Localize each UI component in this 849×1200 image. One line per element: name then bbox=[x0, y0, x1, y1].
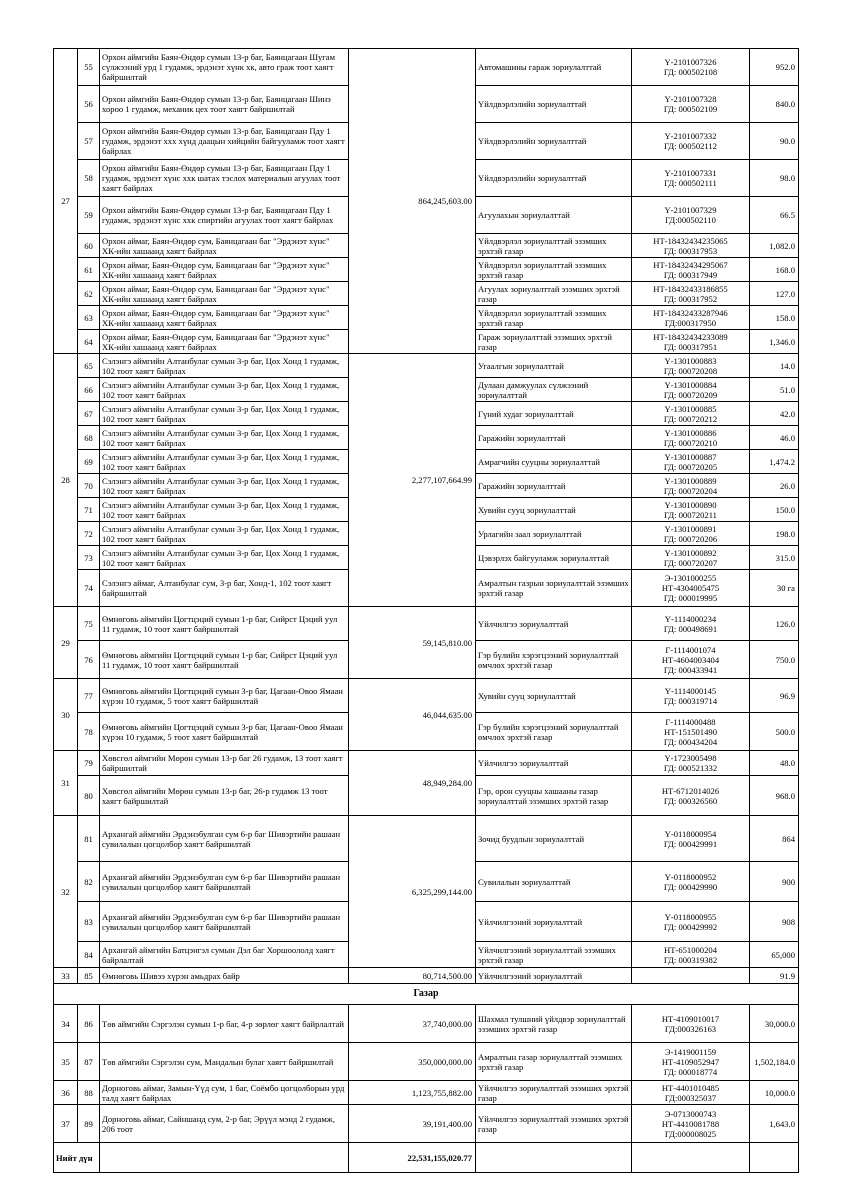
item-purpose: Үйлчилгээ зориулалттай эзэмших эрхтэй газар bbox=[476, 1081, 632, 1105]
item-address: Архангай аймгийн Эрдэнэбулган сум 6-р баг Шивэртийн рашаан сувилалын цогцолбор хаягт байршилтай bbox=[100, 862, 349, 902]
item-purpose: Үйлчилгээ зориулалттай bbox=[476, 751, 632, 776]
item-area: 42.0 bbox=[750, 402, 799, 426]
item-purpose: Үйлдвэрлэл зориулалттай эзэмших эрхтэй газар bbox=[476, 306, 632, 330]
item-area: 14.0 bbox=[750, 354, 799, 378]
item-address: Орхон аймаг, Баян-Өндөр сум, Баянцагаан баг "Эрдэнэт хүнс" ХК-ийн хашаанд хаягт байрлах bbox=[100, 234, 349, 258]
item-certificate: Ү-2101007332 ГД: 000502112 bbox=[632, 123, 750, 160]
item-purpose: Үйлчилгээ зориулалттай bbox=[476, 607, 632, 641]
item-certificate: Ү-1301000890 ГД: 000720211 bbox=[632, 498, 750, 522]
item-purpose: Гүний худаг зориулалттай bbox=[476, 402, 632, 426]
item-certificate: НТ-4401010485 ГД:000325037 bbox=[632, 1081, 750, 1105]
item-area: 168.0 bbox=[750, 258, 799, 282]
item-purpose: Урлагийн заал зориулалттай bbox=[476, 522, 632, 546]
item-address: Сэлэнгэ аймгийн Алтанбулаг сумын 3-р баг, Цөх Хонд 1 гудамж, 102 тоот хаягт байрлах bbox=[100, 402, 349, 426]
item-purpose: Үйлдвэрлэлийн зориулалттай bbox=[476, 86, 632, 123]
item-area: 65,000 bbox=[750, 942, 799, 968]
item-purpose: Амралтын газар зориулалттай эзэмших эрхтэй газар bbox=[476, 1043, 632, 1081]
item-number: 60 bbox=[78, 234, 100, 258]
item-address: Орхон аймгийн Баян-Өндөр сумын 13-р баг, Баянцагаан Шинэ хороо 1 гудамж, механик цех тоот хаягт байршилтай bbox=[100, 86, 349, 123]
item-address: Дорноговь аймаг, Сайншанд сум, 2-р баг, Эрүүл мэнд 2 гудамж, 206 тоот bbox=[100, 1105, 349, 1143]
item-area: 315.0 bbox=[750, 546, 799, 570]
item-address: Архангай аймгийн Эрдэнэбулган сум 6-р баг Шивэртийн рашаан сувилалын цогцолбор хаягт байршилтай bbox=[100, 816, 349, 862]
item-certificate: Ү-2101007331 ГД: 000502111 bbox=[632, 160, 750, 197]
item-certificate: НТ-18432433186855 ГД: 000317952 bbox=[632, 282, 750, 306]
item-certificate: НТ-6712014026 ГД: 000326560 bbox=[632, 776, 750, 816]
item-area: 30 га bbox=[750, 570, 799, 607]
group-total-value: 39,191,400.00 bbox=[349, 1105, 476, 1143]
item-address: Орхон аймгийн Баян-Өндөр сумын 13-р баг, Баянцагаан Пду 1 гудамж, эрдэнэт ххх хүнд даацын хийцийн байгууламж тоот хаягт байрлах bbox=[100, 123, 349, 160]
item-purpose: Үйлчилгээний зориулалттай bbox=[476, 902, 632, 942]
item-number: 57 bbox=[78, 123, 100, 160]
item-area: 1,082.0 bbox=[750, 234, 799, 258]
item-area: 26.0 bbox=[750, 474, 799, 498]
item-area: 864 bbox=[750, 816, 799, 862]
item-certificate: Ү-0118000952 ГД: 000429990 bbox=[632, 862, 750, 902]
item-number: 73 bbox=[78, 546, 100, 570]
item-number: 80 bbox=[78, 776, 100, 816]
item-number: 62 bbox=[78, 282, 100, 306]
empty-cell bbox=[632, 1143, 750, 1173]
group-total-value: 37,740,000.00 bbox=[349, 1005, 476, 1043]
table-row bbox=[54, 751, 799, 776]
item-area: 968.0 bbox=[750, 776, 799, 816]
item-address: Орхон аймгийн Баян-Өндөр сумын 13-р баг, Баянцагаан Шугам сүлжээний урд 1 гудамж, эрдэнэт хүнк хк, авто граж тоот хаягт байршилтай bbox=[100, 49, 349, 86]
item-purpose: Гараж зориулалттай эзэмших эрхтэй газар bbox=[476, 330, 632, 354]
item-address: Өмнөговь аймгийн Цогтцэций сумын 1-р баг, Сийрст Цэций уул 11 гудамж, 10 тоот хаягт байршилтай bbox=[100, 641, 349, 679]
item-certificate: Ү-1301000883 ГД: 000720208 bbox=[632, 354, 750, 378]
item-certificate: НТ-18432433287946 ГД:000317950 bbox=[632, 306, 750, 330]
item-purpose: Цэвэрлэх байгууламж зориулалттай bbox=[476, 546, 632, 570]
item-number: 56 bbox=[78, 86, 100, 123]
item-number: 78 bbox=[78, 713, 100, 751]
item-number: 88 bbox=[78, 1081, 100, 1105]
item-area: 750.0 bbox=[750, 641, 799, 679]
item-certificate: Ү-1301000886 ГД: 000720210 bbox=[632, 426, 750, 450]
item-number: 55 bbox=[78, 49, 100, 86]
item-area: 1,643.0 bbox=[750, 1105, 799, 1143]
item-certificate: Г-1114000488 НТ-151501490 ГД: 000434204 bbox=[632, 713, 750, 751]
item-certificate: Ү-1301000891 ГД: 000720206 bbox=[632, 522, 750, 546]
item-purpose: Гаражийн зориулалттай bbox=[476, 426, 632, 450]
table-row bbox=[54, 49, 799, 86]
item-address: Орхон аймаг, Баян-Өндөр сум, Баянцагаан баг "Эрдэнэт хүнс" ХК-ийн хашаанд хаягт байрлах bbox=[100, 258, 349, 282]
item-area: 30,000.0 bbox=[750, 1005, 799, 1043]
item-area: 952.0 bbox=[750, 49, 799, 86]
item-certificate: Ү-1301000892 ГД: 000720207 bbox=[632, 546, 750, 570]
item-purpose: Дулаан дамжуулах сүлжээний зориулалттай bbox=[476, 378, 632, 402]
total-row bbox=[54, 1143, 799, 1173]
item-purpose: Автомашины гараж зориулалттай bbox=[476, 49, 632, 86]
group-total-value: 48,949,284.00 bbox=[349, 751, 476, 816]
item-certificate: НТ-18432434233089 ГД: 000317951 bbox=[632, 330, 750, 354]
item-area: 48.0 bbox=[750, 751, 799, 776]
group-total-value: 46,044,635.00 bbox=[349, 679, 476, 751]
group-total-value: 1,123,755,882.00 bbox=[349, 1081, 476, 1105]
empty-cell bbox=[476, 1143, 632, 1173]
item-address: Төв аймгийн Сэргэлэн сумын 1-р баг, 4-р зөрлөг хаягт байрлалтай bbox=[100, 1005, 349, 1043]
item-certificate: Ү-0118000955 ГД: 000429992 bbox=[632, 902, 750, 942]
item-certificate: Ү-1114000234 ГД: 000498691 bbox=[632, 607, 750, 641]
item-purpose: Үйлчилгээ зориулалттай эзэмших эрхтэй газар bbox=[476, 1105, 632, 1143]
item-area: 500.0 bbox=[750, 713, 799, 751]
group-number: 37 bbox=[54, 1105, 78, 1143]
item-number: 70 bbox=[78, 474, 100, 498]
item-number: 85 bbox=[78, 968, 100, 984]
item-number: 63 bbox=[78, 306, 100, 330]
item-number: 64 bbox=[78, 330, 100, 354]
item-certificate: НТ-4109010017 ГД:000326163 bbox=[632, 1005, 750, 1043]
item-area: 10,000.0 bbox=[750, 1081, 799, 1105]
item-address: Сэлэнгэ аймгийн Алтанбулаг сумын 3-р баг, Цөх Хонд 1 гудамж, 102 тоот хаягт байрлах bbox=[100, 474, 349, 498]
section-title: Газар bbox=[54, 984, 799, 1005]
table-row bbox=[54, 968, 799, 984]
item-certificate: Э-0713000743 НТ-4410081788 ГД:000008025 bbox=[632, 1105, 750, 1143]
item-number: 59 bbox=[78, 197, 100, 234]
item-address: Өмнөговь Шивээ хүрэн амьдрах байр bbox=[100, 968, 349, 984]
item-number: 65 bbox=[78, 354, 100, 378]
item-purpose: Гаражийн зориулалттай bbox=[476, 474, 632, 498]
item-address: Сэлэнгэ аймгийн Алтанбулаг сумын 3-р баг, Цөх Хонд 1 гудамж, 102 тоот хаягт байрлах bbox=[100, 522, 349, 546]
item-address: Сэлэнгэ аймгийн Алтанбулаг сумын 3-р баг, Цөх Хонд 1 гудамж, 102 тоот хаягт байрлах bbox=[100, 450, 349, 474]
item-number: 84 bbox=[78, 942, 100, 968]
item-area: 126.0 bbox=[750, 607, 799, 641]
item-purpose: Үйлдвэрлэлийн зориулалттай bbox=[476, 160, 632, 197]
item-certificate: НТ-651000204 ГД: 000319382 bbox=[632, 942, 750, 968]
item-purpose: Үйлчилгээний зориулалттай bbox=[476, 968, 632, 984]
table-row bbox=[54, 816, 799, 862]
item-number: 75 bbox=[78, 607, 100, 641]
item-address: Орхон аймгийн Баян-Өндөр сумын 13-р баг, Баянцагаан Пду 1 гудамж, эрдэнэт хүнс ххк спиртийн агуулах тоот хаягт байрлах bbox=[100, 197, 349, 234]
item-area: 96.9 bbox=[750, 679, 799, 713]
item-purpose: Гэр бүлийн хэрэгцээний зориулалттай өмчлөх эрхтэй газар bbox=[476, 641, 632, 679]
item-address: Сэлэнгэ аймгийн Алтанбулаг сумын 3-р баг, Цөх Хонд 1 гудамж, 102 тоот хаягт байрлах bbox=[100, 546, 349, 570]
item-number: 82 bbox=[78, 862, 100, 902]
item-address: Хөвсгөл аймгийн Мөрөн сумын 13-р баг 26 гудамж, 13 тоот хаягт байршилтай bbox=[100, 751, 349, 776]
item-address: Сэлэнгэ аймгийн Алтанбулаг сумын 3-р баг, Цөх Хонд 1 гудамж, 102 тоот хаягт байрлах bbox=[100, 498, 349, 522]
item-address: Дорноговь аймаг, Замын-Үүд сум, 1 баг, Соёмбо цогцолборын урд талд хаягт байрлах bbox=[100, 1081, 349, 1105]
item-purpose: Шахмал тулшний үйлдвэр зориулалттай эзэмших эрхтэй газар bbox=[476, 1005, 632, 1043]
item-purpose: Үйлдвэрлэлийн зориулалттай bbox=[476, 123, 632, 160]
empty-cell bbox=[750, 1143, 799, 1173]
item-certificate: Ү-1114000145 ГД: 000319714 bbox=[632, 679, 750, 713]
group-number: 27 bbox=[54, 49, 78, 354]
table-row bbox=[54, 607, 799, 641]
item-certificate: Ү-0118000954 ГД: 000429991 bbox=[632, 816, 750, 862]
group-total-value: 80,714,500.00 bbox=[349, 968, 476, 984]
item-certificate: НТ-18432434295067 ГД: 000317949 bbox=[632, 258, 750, 282]
asset-table bbox=[53, 48, 799, 1173]
item-number: 61 bbox=[78, 258, 100, 282]
item-certificate: Э-1301000255 НТ-4304005475 ГД: 000019995 bbox=[632, 570, 750, 607]
group-number: 35 bbox=[54, 1043, 78, 1081]
item-purpose: Үйлчилгээний зориулалттай эзэмших эрхтэй газар bbox=[476, 942, 632, 968]
item-address: Орхон аймаг, Баян-Өндөр сум, Баянцагаан баг "Эрдэнэт хүнс" ХК-ийн хашаанд хаягт байрлах bbox=[100, 306, 349, 330]
item-number: 86 bbox=[78, 1005, 100, 1043]
item-area: 900 bbox=[750, 862, 799, 902]
group-number: 28 bbox=[54, 354, 78, 607]
item-certificate bbox=[632, 968, 750, 984]
item-certificate: Ү-2101007328 ГД: 000502109 bbox=[632, 86, 750, 123]
item-area: 840.0 bbox=[750, 86, 799, 123]
item-certificate: Г-1114001074 НТ-4604003404 ГД: 000433941 bbox=[632, 641, 750, 679]
item-purpose: Гэр бүлийн хэрэгцээний зориулалттай өмчлөх эрхтэй газар bbox=[476, 713, 632, 751]
item-area: 198.0 bbox=[750, 522, 799, 546]
item-certificate: НТ-18432434235065 ГД: 000317953 bbox=[632, 234, 750, 258]
item-address: Сэлэнгэ аймгийн Алтанбулаг сумын 3-р баг, Цөх Хонд 1 гудамж, 102 тоот хаягт байрлах bbox=[100, 426, 349, 450]
item-area: 90.0 bbox=[750, 123, 799, 160]
item-area: 150.0 bbox=[750, 498, 799, 522]
item-purpose: Амрагчийн сууцны зориулалттай bbox=[476, 450, 632, 474]
item-purpose: Хувийн сууц зориулалттай bbox=[476, 498, 632, 522]
item-address: Сэлэнгэ аймаг, Алтанбулаг сум, 3-р баг, Хонд-1, 102 тоот хаягт байршилтай bbox=[100, 570, 349, 607]
item-purpose: Үйлдвэрлэл зориулалттай эзэмших эрхтэй газар bbox=[476, 258, 632, 282]
group-total-value: 350,000,000.00 bbox=[349, 1043, 476, 1081]
group-total-value: 6,325,299,144.00 bbox=[349, 816, 476, 968]
item-address: Хөвсгөл аймгийн Мөрөн сумын 13-р баг, 26-р гудамж 13 тоот хаягт байршилтай bbox=[100, 776, 349, 816]
item-purpose: Хувийн сууц зориулалттай bbox=[476, 679, 632, 713]
item-number: 67 bbox=[78, 402, 100, 426]
table-row bbox=[54, 1005, 799, 1043]
table-row bbox=[54, 1105, 799, 1143]
group-number: 34 bbox=[54, 1005, 78, 1043]
item-area: 98.0 bbox=[750, 160, 799, 197]
group-number: 36 bbox=[54, 1081, 78, 1105]
item-number: 72 bbox=[78, 522, 100, 546]
empty-cell bbox=[100, 1143, 349, 1173]
table-row bbox=[54, 354, 799, 378]
group-number: 31 bbox=[54, 751, 78, 816]
item-area: 1,474.2 bbox=[750, 450, 799, 474]
group-total-value: 2,277,107,664.99 bbox=[349, 354, 476, 607]
item-purpose: Үйлдвэрлэл зориулалттай эзэмших эрхтэй газар bbox=[476, 234, 632, 258]
item-purpose: Сувилалын зориулалттай bbox=[476, 862, 632, 902]
item-area: 1,346.0 bbox=[750, 330, 799, 354]
item-number: 71 bbox=[78, 498, 100, 522]
item-area: 1,502,184.0 bbox=[750, 1043, 799, 1081]
item-address: Өмнөговь аймгийн Цогтцэций сумын 1-р баг, Сийрст Цэций уул 11 гудамж, 10 тоот хаягт байршилтай bbox=[100, 607, 349, 641]
item-purpose: Зочид буудлын зориулалттай bbox=[476, 816, 632, 862]
group-number: 33 bbox=[54, 968, 78, 984]
item-area: 127.0 bbox=[750, 282, 799, 306]
item-address: Сэлэнгэ аймгийн Алтанбулаг сумын 3-р баг, Цөх Хонд 1 гудамж, 102 тоот хаягт байрлах bbox=[100, 378, 349, 402]
item-purpose: Агуулах зориулалттай эзэмших эрхтэй газар bbox=[476, 282, 632, 306]
item-certificate: Ү-1301000884 ГД: 000720209 bbox=[632, 378, 750, 402]
item-purpose: Амралтын газрын зориулалттай эзэмших эрхтэй газар bbox=[476, 570, 632, 607]
item-area: 51.0 bbox=[750, 378, 799, 402]
item-number: 76 bbox=[78, 641, 100, 679]
item-number: 87 bbox=[78, 1043, 100, 1081]
item-number: 83 bbox=[78, 902, 100, 942]
item-area: 158.0 bbox=[750, 306, 799, 330]
item-address: Архангай аймгийн Батцэнгэл сумын Дэл баг Хоршоололд хаягт байрлалтай bbox=[100, 942, 349, 968]
item-address: Өмнөговь аймгийн Цогтцэций сумын 3-р баг, Цагаан-Овоо Ямаан хүрэн 10 гудамж, 5 тоот хаягт байршилтай bbox=[100, 679, 349, 713]
grand-total-value: 22,531,155,020.77 bbox=[349, 1143, 476, 1173]
item-number: 68 bbox=[78, 426, 100, 450]
group-number: 30 bbox=[54, 679, 78, 751]
item-area: 908 bbox=[750, 902, 799, 942]
item-certificate: Ү-2101007326 ГД: 000502108 bbox=[632, 49, 750, 86]
item-number: 89 bbox=[78, 1105, 100, 1143]
item-certificate: Ү-1723005498 ГД: 000521332 bbox=[632, 751, 750, 776]
item-certificate: Ү-1301000889 ГД: 000720204 bbox=[632, 474, 750, 498]
item-address: Орхон аймаг, Баян-Өндөр сум, Баянцагаан баг "Эрдэнэт хүнс" ХК-ийн хашаанд хаягт байрлах bbox=[100, 282, 349, 306]
item-area: 91.9 bbox=[750, 968, 799, 984]
item-certificate: Ү-1301000885 ГД: 000720212 bbox=[632, 402, 750, 426]
group-total-value: 864,245,603.00 bbox=[349, 49, 476, 354]
item-address: Төв аймгийн Сэргэлэн сум, Мандалын булаг хаягт байршилтай bbox=[100, 1043, 349, 1081]
item-certificate: Э-1419001159 НТ-4109052947 ГД: 000018774 bbox=[632, 1043, 750, 1081]
item-address: Архангай аймгийн Эрдэнэбулган сум 6-р баг Шивэртийн рашаан сувилалын цогцолбор хаягт байршилтай bbox=[100, 902, 349, 942]
item-address: Өмнөговь аймгийн Цогтцэций сумын 3-р баг, Цагаан-Овоо Ямаан хүрэн 10 гудамж, 5 тоот хаягт байршилтай bbox=[100, 713, 349, 751]
group-total-value: 59,145,810.00 bbox=[349, 607, 476, 679]
group-number: 29 bbox=[54, 607, 78, 679]
table-row bbox=[54, 1081, 799, 1105]
item-number: 69 bbox=[78, 450, 100, 474]
item-number: 81 bbox=[78, 816, 100, 862]
asset-table-document bbox=[53, 48, 798, 1173]
section-header-row bbox=[54, 984, 799, 1005]
grand-total-label: Нийт дүн bbox=[54, 1143, 100, 1173]
item-address: Орхон аймаг, Баян-Өндөр сум, Баянцагаан баг "Эрдэнэт хүнс" ХК-ийн хашаанд хаягт байрлах bbox=[100, 330, 349, 354]
group-number: 32 bbox=[54, 816, 78, 968]
item-purpose: Угаалгын зориулалттай bbox=[476, 354, 632, 378]
item-address: Сэлэнгэ аймгийн Алтанбулаг сумын 3-р баг, Цөх Хонд 1 гудамж, 102 тоот хаягт байрлах bbox=[100, 354, 349, 378]
item-number: 79 bbox=[78, 751, 100, 776]
item-area: 46.0 bbox=[750, 426, 799, 450]
table-row bbox=[54, 1043, 799, 1081]
item-number: 66 bbox=[78, 378, 100, 402]
table-row bbox=[54, 679, 799, 713]
item-purpose: Агуулахын зориулалттай bbox=[476, 197, 632, 234]
item-purpose: Гэр, орон сууцны хашааны газар зориулалттай эзэмших эрхтэй газар bbox=[476, 776, 632, 816]
item-number: 77 bbox=[78, 679, 100, 713]
item-number: 74 bbox=[78, 570, 100, 607]
item-certificate: Ү-2101007329 ГД:000502110 bbox=[632, 197, 750, 234]
item-area: 66.5 bbox=[750, 197, 799, 234]
item-address: Орхон аймгийн Баян-Өндөр сумын 13-р баг, Баянцагаан Пду 1 гудамж, эрдэнэт хүнс ххк шатах тэслох материалын агуулах тоот хаягт байрлах bbox=[100, 160, 349, 197]
item-certificate: Ү-1301000887 ГД: 000720205 bbox=[632, 450, 750, 474]
item-number: 58 bbox=[78, 160, 100, 197]
